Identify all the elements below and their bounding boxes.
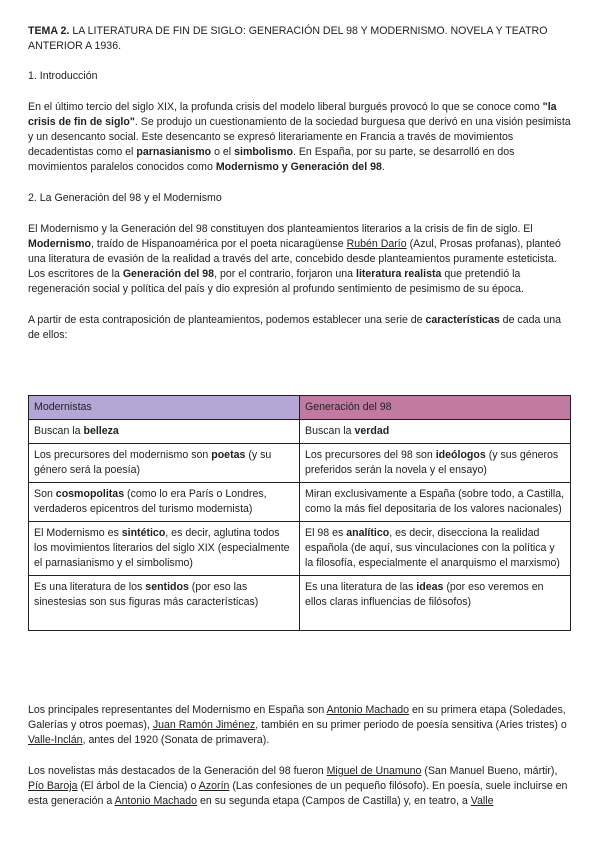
document-title xyxy=(28,24,572,54)
header-modernistas: Modernistas xyxy=(29,396,300,420)
header-generacion-98: Generación del 98 xyxy=(300,396,571,420)
link-antonio-machado-2[interactable]: Antonio Machado xyxy=(114,795,198,807)
section-2-heading: 2. La Generación del 98 y el Modernismo xyxy=(28,192,222,204)
table-row xyxy=(29,576,571,631)
table-row xyxy=(29,522,571,576)
intro-paragraph: En el último tercio del siglo XIX, la profunda crisis del modelo liberal burgués provocó lo que se conoce como "la crisis de fin de siglo". Se produjo un cuestionamiento de la sociedad burguesa que derivó en una visión pesimista y un desencanto social. Este desencanto se expresó literariamente en Francia a través de movimientos decadentistas como el parnasianismo o el simbolismo. En España, por su parte, se desarrolló en dos movimientos paralelos conocidos como Modernismo y Generación del 98. xyxy=(28,101,571,173)
generation-98-authors-paragraph: Los novelistas más destacados de la Generación del 98 fueron Miguel de Unamuno (San Manuel Bueno, mártir), Pío Baroja (El árbol de la Ciencia) o Azorín (Las confesiones de un pequeño filósofo). En poesía, suele incluirse en esta generación a Antonio Machado en su segunda etapa (Campos de Castilla) y, en teatro, a Valle xyxy=(28,765,568,807)
link-miguel-de-unamuno[interactable]: Miguel de Unamuno xyxy=(326,765,422,777)
movements-paragraph: El Modernismo y la Generación del 98 constituyen dos planteamientos literarios a la crisis de fin de siglo. El Modernismo, traído de Hispanoamérica por el poeta nicaragüense Rubén Darío (Azul, Prosas profanas), planteó una literatura de evasión de la realidad a través del arte, concebido desde planteamientos puramente esteticista. Los escritores de la Generación del 98, por el contrario, forjaron una literatura realista que pretendió la regeneración social y política del país y dio expresión al profundo sentimiento de pesimismo de su época. xyxy=(28,223,561,295)
title-text: LA LITERATURA DE FIN DE SIGLO: GENERACIÓN DEL 98 Y MODERNISMO. NOVELA Y TEATRO ANTERIOR A 1936. xyxy=(28,25,548,52)
modernism-authors-paragraph: Los principales representantes del Modernismo en España son Antonio Machado en su primera etapa (Soledades, Galerías y otros poemas), Juan Ramón Jiménez, también en su primer periodo de poesía sensitiva (Aries tristes) o Valle-Inclán, antes del 1920 (Sonata de primavera). xyxy=(28,704,567,746)
table-cell: Es una literatura de las ideas (por eso veremos en ellos claras influencias de filósofos) xyxy=(300,576,571,631)
table-cell: Los precursores del 98 son ideólogos (y sus géneros preferidos serán la novela y el ensayo) xyxy=(300,444,571,483)
table-cell: Miran exclusivamente a España (sobre todo, a Castilla, como la más fiel depositaria de los valores nacionales) xyxy=(300,483,571,522)
comparison-table xyxy=(28,395,571,631)
table-row xyxy=(29,483,571,522)
link-azorin[interactable]: Azorín xyxy=(198,780,230,792)
document-body xyxy=(28,24,572,343)
table-cell: Buscan la verdad xyxy=(300,420,571,444)
table-cell: El 98 es analítico, es decir, disecciona la realidad española (de aquí, sus vinculaciones con la política y la filosofía, especialmente el anarquismo el marxismo) xyxy=(300,522,571,576)
table-cell: El Modernismo es sintético, es decir, aglutina todos los movimientos literarios del siglo XIX (especialmente el parnasianismo y el simbolismo) xyxy=(29,522,300,576)
table-cell: Son cosmopolitas (como lo era París o Londres, verdaderos epicentros del turismo modernista) xyxy=(29,483,300,522)
link-valle[interactable]: Valle xyxy=(470,795,494,807)
section-1-heading: 1. Introducción xyxy=(28,70,98,82)
link-ruben-dario[interactable]: Rubén Darío xyxy=(346,238,407,250)
link-pio-baroja[interactable]: Pío Baroja xyxy=(28,780,78,792)
table-row xyxy=(29,420,571,444)
link-juan-ramon-jimenez[interactable]: Juan Ramón Jiménez xyxy=(152,719,256,731)
link-antonio-machado[interactable]: Antonio Machado xyxy=(326,704,410,716)
table-cell: Buscan la belleza xyxy=(29,420,300,444)
link-valle-inclan[interactable]: Valle-Inclán xyxy=(28,734,83,746)
table-cell: Es una literatura de los sentidos (por eso las sinestesias son sus figuras más características) xyxy=(29,576,300,631)
table-row xyxy=(29,444,571,483)
document-body-continued xyxy=(28,703,572,809)
table-header-row xyxy=(29,396,571,420)
characteristics-intro: A partir de esta contraposición de planteamientos, podemos establecer una serie de características de cada una de ellos: xyxy=(28,314,561,341)
table-cell: Los precursores del modernismo son poetas (y su género será la poesía) xyxy=(29,444,300,483)
title-label: TEMA 2. xyxy=(28,25,70,37)
